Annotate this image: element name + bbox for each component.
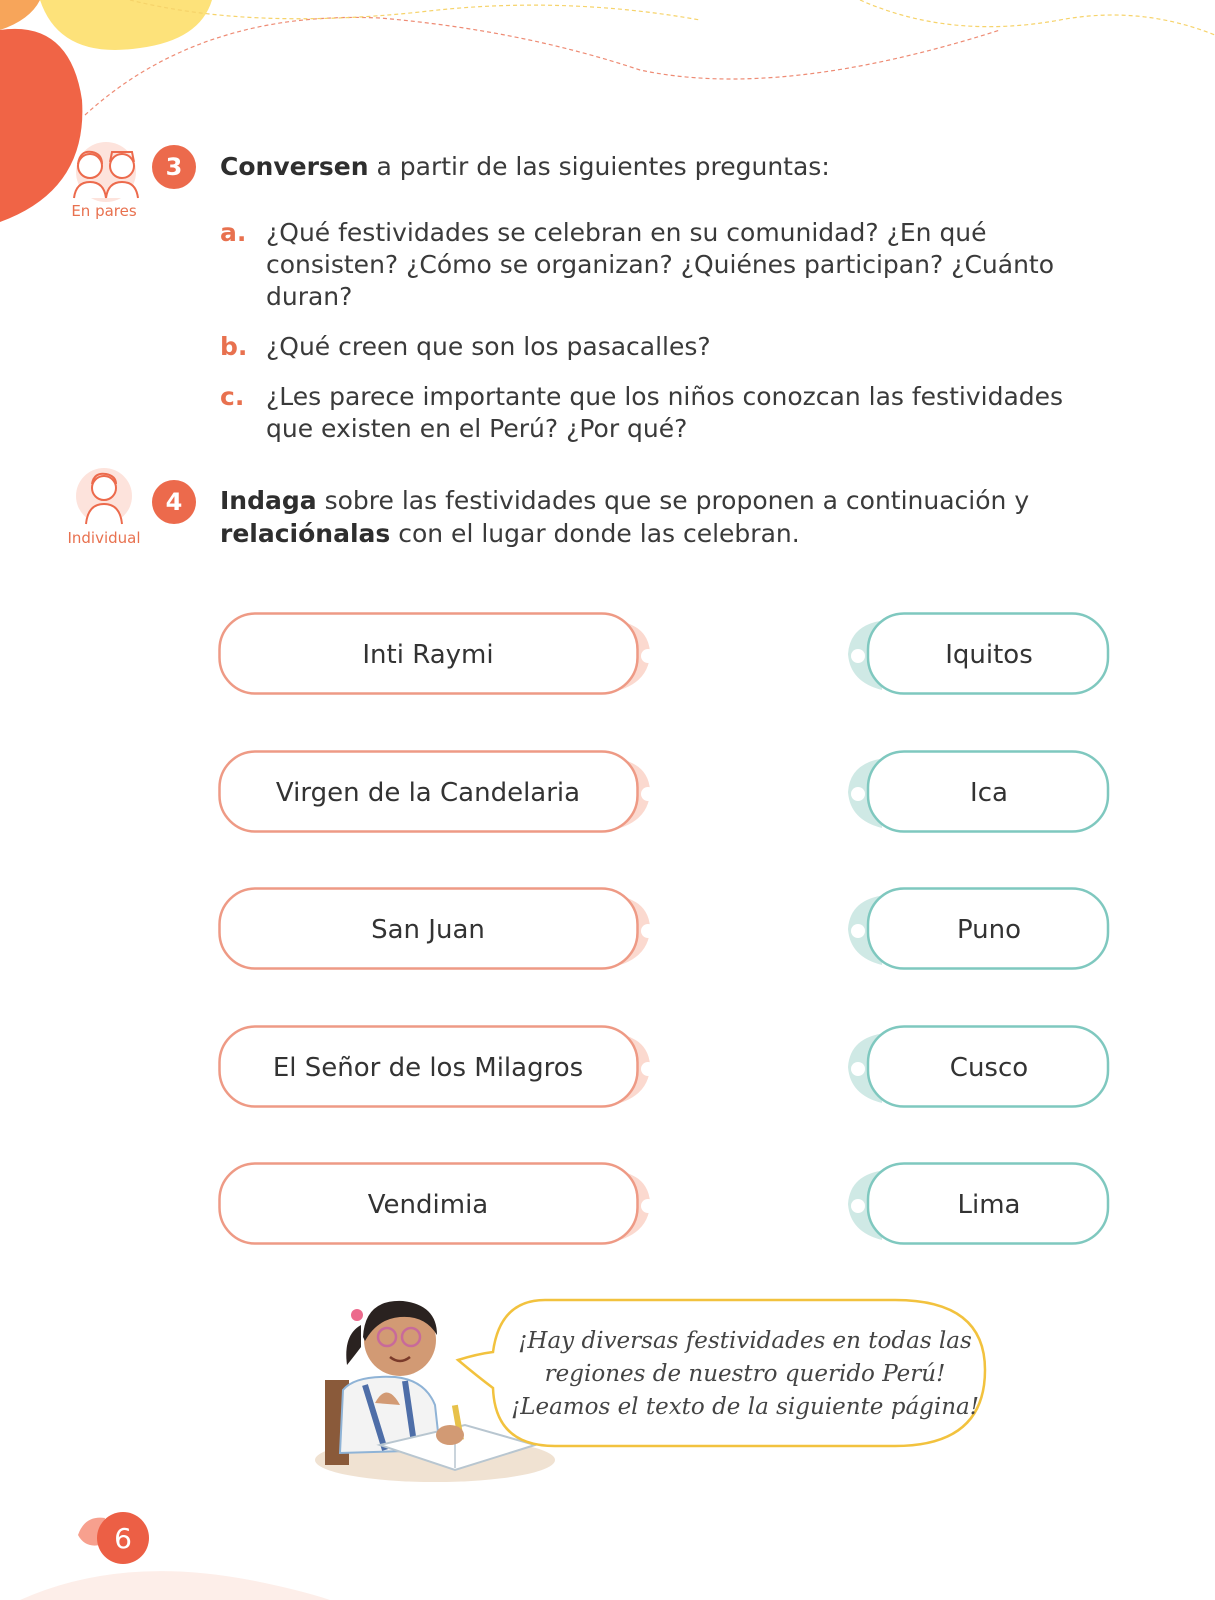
place-box[interactable] [846, 1162, 1110, 1248]
place-label: Cusco [949, 1053, 1029, 1083]
page-number: 6 [97, 1512, 149, 1564]
festivity-label: Inti Raymi [362, 640, 494, 670]
festivity-box[interactable] [218, 612, 660, 698]
question-item [220, 217, 1100, 313]
speech-line: regiones de nuestro querido Perú! [544, 1361, 946, 1387]
instruction-text: sobre las festividades que se proponen a continuación y [316, 486, 1030, 515]
festivity-label: San Juan [371, 915, 485, 945]
question-letter: c. [220, 382, 245, 411]
instruction-bold: Conversen [220, 152, 369, 181]
activity4-instruction [220, 484, 1100, 550]
place-box[interactable] [846, 612, 1110, 698]
place-label: Puno [956, 915, 1022, 945]
place-box[interactable] [846, 750, 1110, 836]
festivity-label: Virgen de la Candelaria [275, 778, 581, 808]
mode-label-individual: Individual [67, 529, 141, 547]
question-text: ¿Qué creen que son los pasacalles? [266, 332, 711, 361]
question-text: ¿Qué festividades se celebran en su comunidad? ¿En qué consisten? ¿Cómo se organizan? ¿Quiénes participan? ¿Cuánto duran? [266, 218, 1055, 311]
festivity-box[interactable] [218, 1162, 660, 1248]
question-item [220, 381, 1100, 445]
question-item [220, 331, 1100, 363]
question-letter: a. [220, 218, 247, 247]
place-label: Lima [957, 1190, 1021, 1220]
speech-line: ¡Hay diversas festividades en todas las [518, 1328, 972, 1354]
question-letter: b. [220, 332, 248, 361]
speech-bubble-text [505, 1325, 985, 1424]
place-box[interactable] [846, 887, 1110, 973]
instruction-bold: Indaga [220, 486, 317, 515]
place-box[interactable] [846, 1025, 1110, 1111]
activity3-instruction [220, 150, 1100, 183]
individual-icon [72, 466, 136, 530]
question-text: ¿Les parece importante que los niños conozcan las festividades que existen en el Perú? ¿Por qué? [266, 382, 1064, 443]
speech-line: ¡Leamos el texto de la siguiente página! [510, 1394, 980, 1420]
pairs-icon [66, 140, 146, 204]
activity-number-4: 4 [152, 480, 196, 524]
instruction-text: a partir de las siguientes preguntas: [368, 152, 830, 181]
place-label: Ica [970, 778, 1008, 808]
festivity-box[interactable] [218, 1025, 660, 1111]
place-label: Iquitos [945, 640, 1033, 670]
festivity-label: El Señor de los Milagros [272, 1053, 584, 1083]
activity-number-3: 3 [152, 145, 196, 189]
mode-label-pairs: En pares [71, 202, 137, 220]
festivity-box[interactable] [218, 887, 660, 973]
instruction-text: con el lugar donde las celebran. [390, 519, 800, 548]
question-list [220, 217, 1100, 463]
festivity-label: Vendimia [367, 1190, 489, 1220]
festivity-box[interactable] [218, 750, 660, 836]
instruction-bold: relaciónalas [220, 519, 391, 548]
